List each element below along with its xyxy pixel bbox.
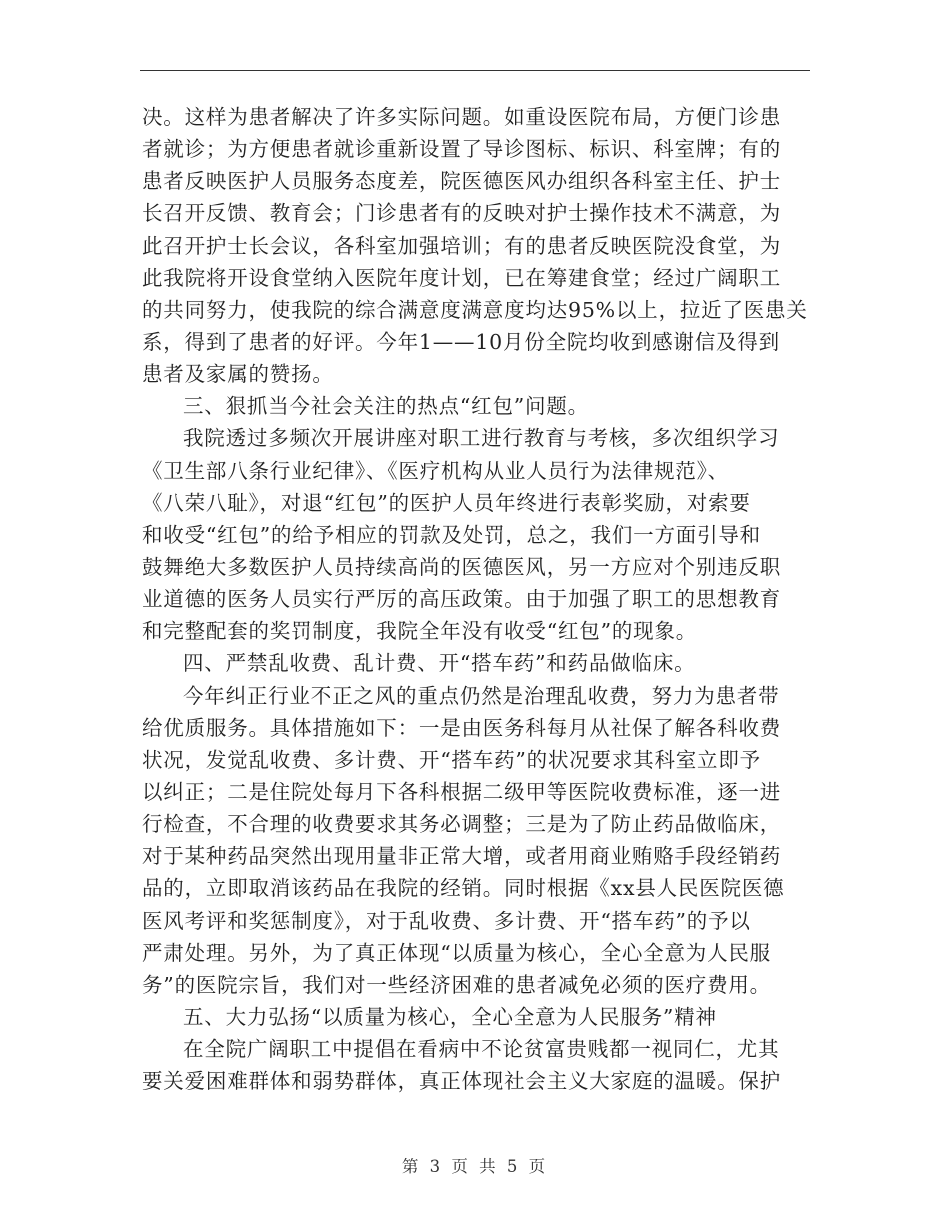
text-line: 《卫生部八条行业纪律》、《医疗机构从业人员行为法律规范》、 (142, 458, 729, 483)
text-line: 业道德的医务人员实行严厉的高压政策。由于加强了职工的思想教育 (142, 587, 781, 612)
document-body (142, 101, 808, 1097)
text-line: 给优质服务。具体措施如下：一是由医务科每月从社保了解各科收费 (142, 715, 781, 740)
text-line: 的共同努力，使我院的综合满意度满意度均达95%以上，拉近了医患关 (142, 297, 808, 322)
text-line: 以纠正；二是住院处每月下各科根据二级甲等医院收费标准，逐一进 (142, 779, 781, 804)
text-line: 三、狠抓当今社会关注的热点“红包”问题。 (183, 394, 589, 419)
text-line: 《八荣八耻》，对退“红包”的医护人员年终进行表彰奖励，对索要 (142, 490, 751, 515)
text-line: 者就诊；为方便患者就诊重新设置了导诊图标、标识、科室牌；有的 (142, 137, 781, 162)
text-line: 严肃处理。另外，为了真正体现“以质量为核心，全心全意为人民服 (142, 940, 771, 965)
text-line: 患者及家属的赞扬。 (142, 362, 334, 387)
text-line: 此召开护士长会议，各科室加强培训；有的患者反映医院没食堂，为 (142, 233, 781, 258)
text-line: 行检查，不合理的收费要求其务必调整；三是为了防止药品做临床， (142, 812, 781, 837)
text-line: 此我院将开设食堂纳入医院年度计划，已在筹建食堂；经过广阔职工 (142, 265, 781, 290)
text-line: 今年纠正行业不正之风的重点仍然是治理乱收费，努力为患者带 (183, 683, 780, 708)
text-line: 五、大力弘扬“以质量为核心，全心全意为人民服务”精神 (183, 1004, 717, 1029)
header-rule (140, 70, 810, 71)
text-line: 务”的医院宗旨，我们对一些经济困难的患者减免必须的医疗费用。 (142, 972, 771, 997)
text-line: 状况，发觉乱收费、多计费、开“搭车药”的状况要求其科室立即予 (142, 747, 761, 772)
text-line: 长召开反馈、教育会；门诊患者有的反映对护士操作技术不满意，为 (142, 201, 781, 226)
text-line: 患者反映医护人员服务态度差，院医德医风办组织各科室主任、护士 (142, 169, 781, 194)
text-line: 品的，立即取消该药品在我院的经销。同时根据《xx县人民医院医德 (142, 876, 785, 901)
text-line: 鼓舞绝大多数医护人员持续高尚的医德医风，另一方应对个别违反职 (142, 554, 781, 579)
text-line: 要关爱困难群体和弱势群体，真正体现社会主义大家庭的温暖。保护 (142, 1069, 781, 1094)
text-line: 系，得到了患者的好评。今年1——10月份全院均收到感谢信及得到 (142, 329, 780, 354)
text-line: 对于某种药品突然出现用量非正常大增，或者用商业贿赂手段经销药 (142, 844, 781, 869)
text-line: 在全院广阔职工中提倡在看病中不论贫富贵贱都一视同仁，尤其 (183, 1037, 780, 1062)
page-footer: 第 3 页 共 5 页 (401, 1157, 549, 1176)
text-line: 决。这样为患者解决了许多实际问题。如重设医院布局，方便门诊患 (142, 105, 781, 129)
text-line: 医风考评和奖惩制度》，对于乱收费、多计费、开“搭车药”的予以 (142, 908, 751, 933)
text-line: 和收受“红包”的给予相应的罚款及处罚，总之，我们一方面引导和 (142, 522, 761, 547)
text-line: 我院透过多频次开展讲座对职工进行教育与考核，多次组织学习 (183, 426, 780, 451)
text-line: 四、严禁乱收费、乱计费、开“搭车药”和药品做临床。 (183, 651, 696, 676)
text-line: 和完整配套的奖罚制度，我院全年没有收受“红包”的现象。 (142, 619, 698, 644)
